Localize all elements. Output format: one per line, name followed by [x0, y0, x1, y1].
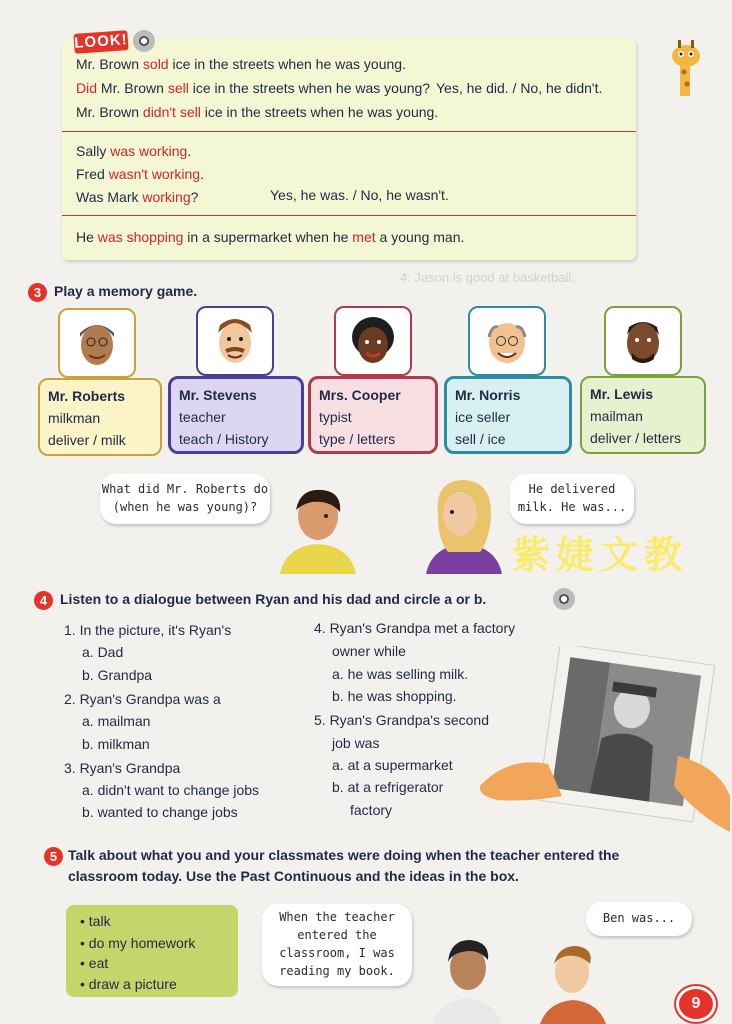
bubble-text: classroom, I was [279, 946, 395, 960]
grammar-line: Did Mr. Brown sell ice in the streets when he was young? [76, 80, 431, 96]
grammar-line: Mr. Brown didn't sell ice in the streets when he was young. [76, 104, 439, 120]
answer-option[interactable]: b. milkman [82, 736, 150, 752]
bubble-text: Ben was... [602, 911, 676, 925]
card-action: deliver / letters [590, 430, 682, 446]
card-job: typist [319, 409, 352, 425]
person-card-mr-roberts [38, 378, 162, 456]
card-action: sell / ice [455, 431, 506, 447]
page-number: 9 [676, 986, 716, 1022]
grammar-line: He was shopping in a supermarket when he met a young man. [76, 229, 465, 245]
speech-bubble-question [100, 474, 270, 524]
grammar-line: Sally was working. [76, 143, 192, 159]
grammar-line: Was Mark working? [76, 189, 199, 205]
card-name: Mr. Roberts [48, 388, 126, 404]
grandpa-photo-illustration [478, 646, 732, 836]
boy-illustration [276, 486, 360, 574]
section-title: Talk about what you and your classmates were doing when the teacher entered the [68, 847, 620, 863]
bubble-text: entered the [297, 928, 377, 942]
question-item: 5. Ryan's Grandpa's second [314, 712, 489, 728]
grammar-line: Fred wasn't working. [76, 166, 204, 182]
answer-option[interactable]: a. Dad [82, 644, 124, 660]
grammar-line: Mr. Brown sold ice in the streets when he was young. [76, 56, 406, 72]
mr-lewis-face-icon [620, 315, 666, 367]
section-number: 3 [28, 283, 47, 302]
person-card-mrs-cooper [308, 376, 438, 454]
card-job: teacher [179, 409, 226, 425]
boy-illustration [540, 942, 606, 1024]
answer-option[interactable]: b. at a refrigerator [332, 779, 444, 795]
portrait-frame [334, 306, 412, 376]
card-name: Mrs. Cooper [319, 387, 401, 403]
bubble-text: milk. He was... [517, 500, 627, 514]
section-title: Listen to a dialogue between Ryan and his dad and circle a or b. [60, 591, 487, 607]
card-name: Mr. Lewis [590, 386, 654, 402]
question-item: 4. Ryan's Grandpa met a factory [314, 620, 516, 636]
bubble-text: reading my book. [279, 964, 395, 978]
idea-item: • eat [80, 955, 109, 971]
divider [62, 215, 636, 216]
section-number: 5 [44, 847, 63, 866]
mr-norris-face-icon [484, 315, 530, 367]
answer-option[interactable]: b. he was shopping. [332, 688, 457, 704]
section-title: Play a memory game. [54, 283, 198, 299]
grammar-answer: Yes, he did. / No, he didn't. [436, 80, 603, 96]
card-action: type / letters [319, 431, 396, 447]
mr-stevens-face-icon [212, 315, 258, 367]
bubble-text: He delivered [528, 482, 616, 496]
answer-option[interactable]: a. didn't want to change jobs [82, 782, 260, 798]
card-action: deliver / milk [48, 432, 126, 448]
portrait-frame [468, 306, 546, 376]
answer-option[interactable]: a. he was selling milk. [332, 666, 469, 682]
mr-roberts-face-icon [74, 317, 120, 369]
answer-option[interactable]: a. mailman [82, 713, 151, 729]
cd-audio-icon [553, 588, 575, 610]
answer-option[interactable]: b. Grandpa [82, 667, 153, 683]
card-job: ice seller [455, 409, 511, 425]
bubble-text: (when he was young)? [112, 500, 258, 514]
bubble-text: When the teacher [279, 910, 395, 924]
speech-bubble-example [586, 902, 692, 936]
portrait-frame [604, 306, 682, 376]
look-badge: LOOK! [73, 30, 128, 54]
divider [62, 131, 636, 132]
person-card-mr-stevens [168, 376, 304, 454]
bubble-text: What did Mr. Roberts do [101, 482, 269, 496]
portrait-frame [196, 306, 274, 376]
portrait-frame [58, 308, 136, 378]
idea-item: • talk [80, 913, 111, 929]
background-bleed: 4. Jason is good at basketball. [400, 270, 575, 285]
speech-bubble-example [262, 904, 412, 986]
card-name: Mr. Norris [455, 387, 521, 403]
question-item: owner while [332, 643, 406, 659]
person-card-mr-lewis [580, 376, 706, 454]
answer-option-cont: factory [350, 802, 393, 818]
giraffe-mascot-icon [662, 38, 712, 98]
question-item: 3. Ryan's Grandpa [64, 760, 181, 776]
card-name: Mr. Stevens [179, 387, 257, 403]
question-item: 1. In the picture, it's Ryan's [64, 622, 232, 638]
boy-illustration [432, 934, 502, 1024]
question-item: 2. Ryan's Grandpa was a [64, 691, 221, 707]
person-card-mr-norris [444, 376, 572, 454]
watermark: 紫婕文教 [512, 533, 689, 577]
answer-option[interactable]: b. wanted to change jobs [82, 804, 238, 820]
girl-illustration [424, 476, 504, 574]
grammar-answer: Yes, he was. / No, he wasn't. [270, 187, 449, 203]
idea-item: • draw a picture [80, 976, 177, 992]
answer-option[interactable]: a. at a supermarket [332, 757, 453, 773]
card-job: mailman [590, 408, 643, 424]
idea-item: • do my homework [80, 935, 196, 951]
card-job: milkman [48, 410, 101, 426]
section-title: classroom today. Use the Past Continuous and the ideas in the box. [68, 868, 519, 884]
cd-audio-icon [133, 30, 155, 52]
section-number: 4 [34, 591, 53, 610]
question-item: job was [332, 735, 380, 751]
card-action: teach / History [179, 431, 269, 447]
mrs-cooper-face-icon [350, 315, 396, 367]
speech-bubble-answer [510, 474, 634, 524]
